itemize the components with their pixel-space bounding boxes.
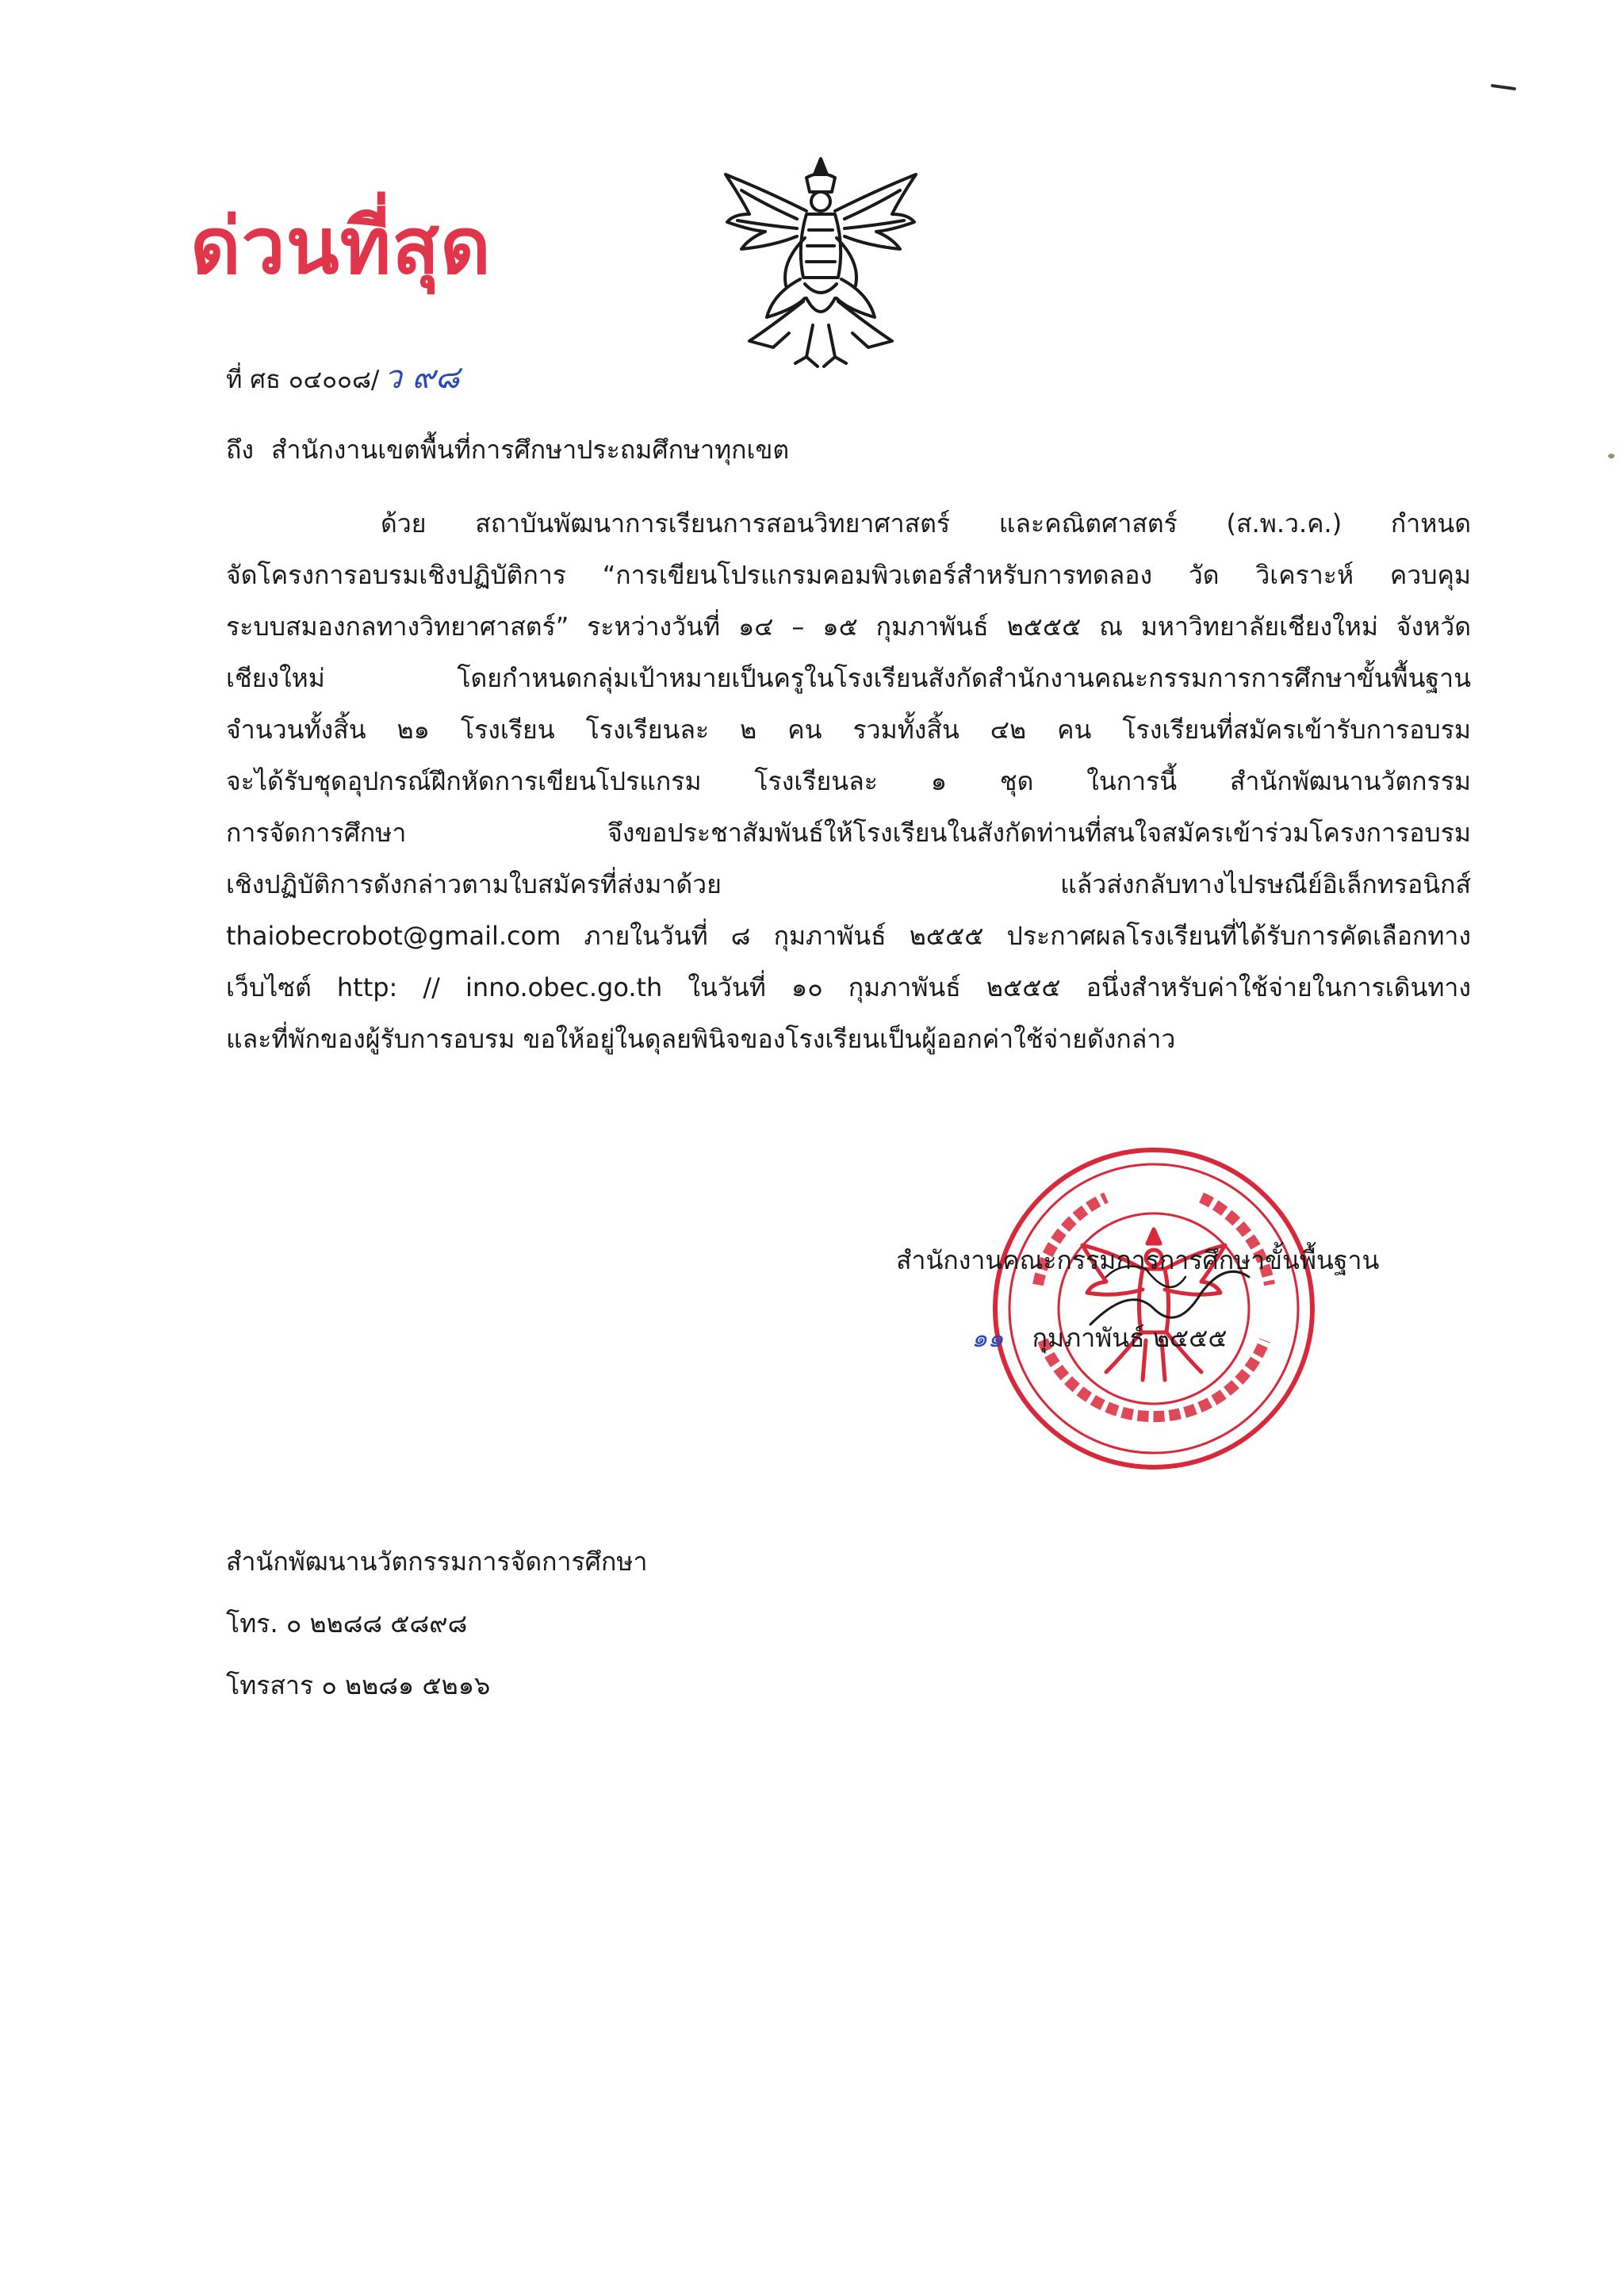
body-line: เว็บไซต์ http: // inno.obec.go.th ในวันที่ ๑๐ กุมภาพันธ์ ๒๕๕๕ อนึ่งสำหรับค่าใช้จ่ายในการเดินทาง [226,972,1471,1002]
scan-mark [1491,84,1516,90]
body-line: จำนวนทั้งสิ้น ๒๑ โรงเรียน โรงเรียนละ ๒ คน รวมทั้งสิ้น ๔๒ คน โรงเรียนที่สมัครเข้ารับการอบรม [226,715,1471,745]
letter-body [226,498,1471,1065]
footer-contact [226,1547,647,1732]
sender-date-month-year: กุมภาพันธ์ ๒๕๕๕ [1032,1323,1228,1353]
sender-date-day-handwritten: ๑๑ [971,1323,1004,1353]
sender-office: สำนักงานคณะกรรมการการศึกษาขั้นพื้นฐาน [896,1245,1380,1275]
footer-department: สำนักพัฒนานวัตกรรมการจัดการศึกษา [226,1547,648,1577]
footer-phone: โทร. ๐ ๒๒๘๘ ๕๘๙๘ [226,1608,468,1639]
body-line: เชิงปฏิบัติการดังกล่าวตามใบสมัครที่ส่งมาด้วย แล้วส่งกลับทางไปรษณีย์อิเล็กทรอนิกส์ [226,869,1471,899]
body-line: เชียงใหม่ โดยกำหนดกลุ่มเป้าหมายเป็นครูในโรงเรียนสังกัดสำนักงานคณะกรรมการการศึกษาขั้นพื้นฐาน [226,663,1471,693]
footer-fax: โทรสาร ๐ ๒๒๘๑ ๕๒๑๖ [226,1670,491,1700]
document-number [226,358,460,397]
scan-speck [1608,454,1614,458]
document-number-handwritten: ว ๙๘ [384,359,460,396]
body-line: ด้วย สถาบันพัฒนาการเรียนการสอนวิทยาศาสตร์ และคณิตศาสตร์ (ส.พ.ว.ค.) กำหนด [381,508,1471,539]
body-line: thaiobecrobot@gmail.com ภายในวันที่ ๘ กุมภาพันธ์ ๒๕๕๕ ประกาศผลโรงเรียนที่ได้รับการคัดเลือกทาง [226,921,1471,951]
garuda-emblem-icon [718,143,924,381]
body-line: จะได้รับชุดอุปกรณ์ฝึกหัดการเขียนโปรแกรม โรงเรียนละ ๑ ชุด ในการนี้ สำนักพัฒนานวัตกรรม [226,766,1471,796]
recipient-label: ถึง [226,435,254,465]
body-line: จัดโครงการอบรมเชิงปฏิบัติการ “การเขียนโปรแกรมคอมพิวเตอร์สำหรับการทดลอง วัด วิเคราะห์ ควบคุม [226,560,1471,590]
recipient-line [226,435,789,465]
body-line: การจัดการศึกษา จึงขอประชาสัมพันธ์ให้โรงเรียนในสังกัดท่านที่สนใจสมัครเข้าร่วมโครงการอบรม [226,818,1471,848]
body-line: ระบบสมองกลทางวิทยาศาสตร์” ระหว่างวันที่ ๑๔ – ๑๕ กุมภาพันธ์ ๒๕๕๕ ณ มหาวิทยาลัยเชียงใหม่ จังหวัด [226,611,1471,642]
urgent-stamp: ด่วนที่สุด [190,201,492,292]
sender-date [971,1323,1228,1353]
body-line: และที่พักของผู้รับการอบรม ขอให้อยู่ในดุลยพินิจของโรงเรียนเป็นผู้ออกค่าใช้จ่ายดังกล่าว [226,1024,1176,1054]
document-number-prefix: ที่ ศธ ๐๔๐๐๘/ [226,366,380,394]
recipient-value: สำนักงานเขตพื้นที่การศึกษาประถมศึกษาทุกเขต [271,435,790,465]
official-seal-icon [987,1142,1320,1475]
